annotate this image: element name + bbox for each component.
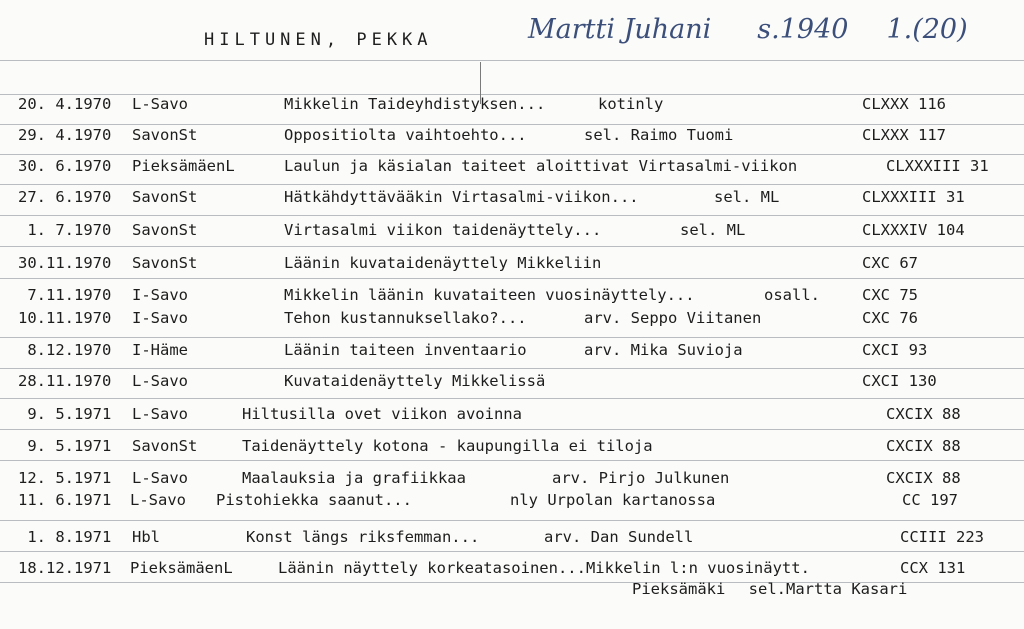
entry-source: L-Savo <box>132 469 188 487</box>
entry-date: 9. 5.1971 <box>18 437 112 455</box>
entry-ref: CCX 131 <box>900 559 966 577</box>
entry-source: PieksämäenL <box>130 559 233 577</box>
entry-title: Hiltusilla ovet viikon avoinna <box>242 405 522 423</box>
entry-ref: CLXXXIII 31 <box>886 157 989 175</box>
entry-title: Virtasalmi viikon taidenäyttely... <box>284 221 602 239</box>
entry-title: Oppositiolta vaihtoehto... <box>284 126 527 144</box>
entry-title: Laulun ja käsialan taiteet aloittivat Virtasalmi-viikon <box>284 157 798 175</box>
entry-source: L-Savo <box>130 491 186 509</box>
entry-row <box>0 437 1024 459</box>
entry-source: I-Savo <box>132 286 188 304</box>
entry-date: 1. 8.1971 <box>18 528 112 546</box>
entry-ref: CLXXXIV 104 <box>862 221 965 239</box>
rule-line <box>0 398 1024 399</box>
handwritten-annotation <box>528 14 968 45</box>
rule-line <box>0 215 1024 216</box>
entry-title: Konst längs riksfemman... <box>246 528 480 546</box>
entry-date: 7.11.1970 <box>18 286 112 304</box>
entry-date: 29. 4.1970 <box>18 126 112 144</box>
rule-line <box>0 368 1024 369</box>
entry-row <box>0 95 1024 117</box>
entry-ref: CXC 75 <box>862 286 918 304</box>
entry-note: sel. ML <box>680 221 746 239</box>
entry-ref: CLXXX 117 <box>862 126 946 144</box>
rule-line <box>0 278 1024 279</box>
entry-date: 28.11.1970 <box>18 372 112 390</box>
handwritten-names: Martti Juhani <box>528 14 712 45</box>
rule-line <box>0 184 1024 185</box>
entry-title: Läänin taiteen inventaario <box>284 341 527 359</box>
entry-note: arv. Seppo Viitanen <box>584 309 762 327</box>
entry-ref: CXCIX 88 <box>886 437 961 455</box>
footer-note <box>632 580 907 598</box>
entry-source: PieksämäenL <box>132 157 235 175</box>
entry-row <box>0 469 1024 491</box>
entry-ref: CC 197 <box>902 491 958 509</box>
entry-ref: CXC 76 <box>862 309 918 327</box>
entry-date: 20. 4.1970 <box>18 95 112 113</box>
entry-ref: CXCIX 88 <box>886 405 961 423</box>
entry-source: I-Savo <box>132 309 188 327</box>
entry-date: 18.12.1971 <box>18 559 112 577</box>
entry-title: Läänin kuvataidenäyttely Mikkeliin <box>284 254 602 272</box>
entry-source: L-Savo <box>132 405 188 423</box>
entry-title: Pistohiekka saanut... <box>216 491 412 509</box>
entry-ref: CXC 67 <box>862 254 918 272</box>
rule-line <box>0 337 1024 338</box>
entry-row <box>0 341 1024 363</box>
entry-source: L-Savo <box>132 372 188 390</box>
entry-ref: CXCI 130 <box>862 372 937 390</box>
handwritten-birth: s.1940 <box>757 14 849 45</box>
entry-note: sel. Raimo Tuomi <box>584 126 734 144</box>
entry-row <box>0 254 1024 276</box>
entry-source: I-Häme <box>132 341 188 359</box>
entry-row <box>0 309 1024 331</box>
entry-source: SavonSt <box>132 254 198 272</box>
entry-source: SavonSt <box>132 188 198 206</box>
entry-title: Tehon kustannuksellako?... <box>284 309 527 327</box>
entry-row <box>0 188 1024 210</box>
entry-note: nly Urpolan kartanossa <box>510 491 716 509</box>
entry-title: Kuvataidenäyttely Mikkelissä <box>284 372 546 390</box>
rule-line <box>0 246 1024 247</box>
entry-date: 8.12.1970 <box>18 341 112 359</box>
entry-row <box>0 405 1024 427</box>
entry-ref: CLXXXIII 31 <box>862 188 965 206</box>
entry-row <box>0 528 1024 550</box>
entry-source: Hbl <box>132 528 160 546</box>
rule-line <box>0 520 1024 521</box>
entry-title: Hätkähdyttävääkin Virtasalmi-viikon... <box>284 188 639 206</box>
entry-source: L-Savo <box>132 95 188 113</box>
entry-note: sel. ML <box>714 188 780 206</box>
entry-ref: CCIII 223 <box>900 528 984 546</box>
footer-place: Pieksämäki <box>632 580 726 598</box>
rule-line <box>0 154 1024 155</box>
entry-title: Mikkelin läänin kuvataiteen vuosinäyttely... <box>284 286 695 304</box>
entry-ref: CXCI 93 <box>862 341 928 359</box>
entry-ref: CLXXX 116 <box>862 95 946 113</box>
entry-note: arv. Dan Sundell <box>544 528 694 546</box>
entry-date: 9. 5.1971 <box>18 405 112 423</box>
entry-row <box>0 221 1024 243</box>
handwritten-ref: 1.(20) <box>886 14 968 45</box>
entry-title: Taidenäyttely kotona - kaupungilla ei tiloja <box>242 437 653 455</box>
entry-date: 30. 6.1970 <box>18 157 112 175</box>
rule-line <box>0 60 1024 61</box>
entry-row <box>0 157 1024 179</box>
rule-line <box>0 429 1024 430</box>
entry-date: 1. 7.1970 <box>18 221 112 239</box>
entry-note: osall. <box>764 286 820 304</box>
entry-note: arv. Pirjo Julkunen <box>552 469 730 487</box>
entry-row <box>0 559 1024 581</box>
entry-row <box>0 491 1024 513</box>
entry-date: 12. 5.1971 <box>18 469 112 487</box>
entry-note: arv. Mika Suvioja <box>584 341 743 359</box>
entry-date: 11. 6.1971 <box>18 491 112 509</box>
entry-row <box>0 286 1024 308</box>
entry-title: Läänin näyttely korkeatasoinen...Mikkelin l:n vuosinäytt. <box>278 559 810 577</box>
entry-note: kotinly <box>598 95 664 113</box>
rule-line <box>0 124 1024 125</box>
entry-title: Mikkelin Taideyhdistyksen... <box>284 95 546 113</box>
footer-credit: sel.Martta Kasari <box>748 580 908 598</box>
entry-row <box>0 372 1024 394</box>
entry-row <box>0 126 1024 148</box>
entry-source: SavonSt <box>132 221 198 239</box>
entry-date: 27. 6.1970 <box>18 188 112 206</box>
entry-ref: CXCIX 88 <box>886 469 961 487</box>
entry-source: SavonSt <box>132 126 198 144</box>
entry-source: SavonSt <box>132 437 198 455</box>
rule-line <box>0 460 1024 461</box>
card-heading: HILTUNEN, PEKKA <box>204 30 433 50</box>
entry-date: 10.11.1970 <box>18 309 112 327</box>
entry-title: Maalauksia ja grafiikkaa <box>242 469 466 487</box>
rule-line <box>0 551 1024 552</box>
entry-date: 30.11.1970 <box>18 254 112 272</box>
